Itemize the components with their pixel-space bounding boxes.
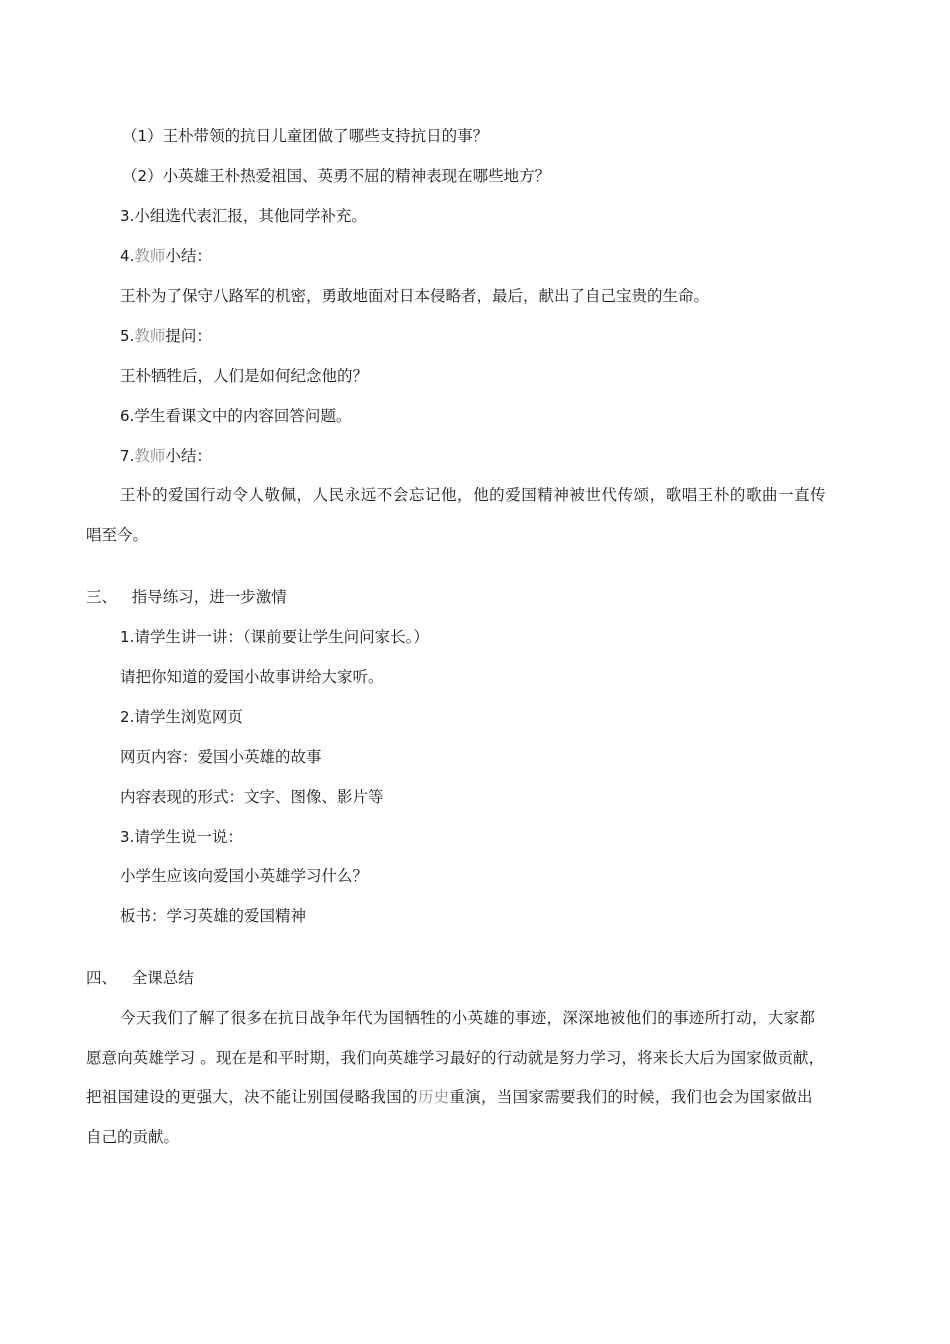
- step-4-text: 小结：: [165, 247, 212, 265]
- summary-line-2: 愿意向英雄学习 。现在是和平时期，我们向英雄学习最好的行动就是努力学习，将来长大后为国家做贡献，: [86, 1049, 825, 1067]
- step-4-teacher: 教师: [134, 247, 166, 265]
- step-4: [120, 246, 212, 266]
- step-4-body: 王朴为了保守八路军的机密，勇敢地面对日本侵略者，最后，献出了自己宝贵的生命。: [120, 287, 710, 305]
- question-2-text: ）小英雄王朴热爱祖国、英勇不屈的精神表现在哪些地方？: [147, 167, 551, 185]
- summary-line-3: [86, 1087, 813, 1107]
- step-3-number: 3.: [120, 207, 135, 225]
- step-5-body: 王朴牺牲后，人们是如何纪念他的？: [120, 367, 369, 385]
- practice-1: [120, 627, 429, 647]
- step-7-body-line-1: 王朴的爱国行动令人敬佩，人民永远不会忘记他，他的爱国精神被世代传颂，歌唱王朴的歌曲一直传: [120, 486, 827, 504]
- step-5-teacher: 教师: [134, 327, 166, 345]
- step-7-number: 7.: [120, 447, 135, 465]
- practice-2-number: 2.: [120, 708, 135, 726]
- question-1-number: 1: [137, 127, 148, 145]
- step-4-number: 4.: [120, 247, 135, 265]
- summary-line-3-a: 把祖国建设的更强大，决不能让别国侵略我国的: [86, 1088, 418, 1106]
- question-1-open: （: [122, 127, 138, 145]
- step-7-body-line-2: 唱至今。: [86, 526, 149, 544]
- summary-line-1: 今天我们了解了很多在抗日战争年代为国牺牲的小英雄的事迹，深深地被他们的事迹所打动，大家都: [120, 1009, 816, 1027]
- step-7: [120, 446, 212, 466]
- step-3-text: 小组选代表汇报，其他同学补充。: [134, 207, 367, 225]
- step-6: [120, 406, 351, 426]
- practice-2-text: 请学生浏览网页: [134, 708, 243, 726]
- practice-1-body: 请把你知道的爱国小故事讲给大家听。: [120, 668, 384, 686]
- section-3-heading: 三、 指导练习，进一步激情: [86, 588, 287, 606]
- practice-3-text: 请学生说一说：: [134, 828, 243, 846]
- practice-3-number: 3.: [120, 828, 135, 846]
- step-7-teacher: 教师: [134, 447, 166, 465]
- section-4-heading: 四、 全课总结: [86, 969, 194, 987]
- blackboard-note: 板书：学习英雄的爱国精神: [120, 907, 307, 925]
- question-2-open: （: [122, 167, 138, 185]
- step-6-text: 学生看课文中的内容回答问题。: [134, 407, 352, 425]
- practice-1-text: 请学生讲一讲：（课前要让学生问问家长。）: [134, 628, 429, 646]
- question-1-text: ）王朴带领的抗日儿童团做了哪些支持抗日的事？: [147, 127, 489, 145]
- summary-line-4: 自己的贡献。: [86, 1128, 180, 1146]
- question-2-number: 2: [137, 167, 148, 185]
- step-7-text: 小结：: [165, 447, 212, 465]
- practice-3-body: 小学生应该向爱国小英雄学习什么？: [120, 867, 369, 885]
- step-5-text: 提问：: [165, 327, 212, 345]
- step-6-number: 6.: [120, 407, 135, 425]
- summary-line-3-history: 历史: [417, 1088, 450, 1106]
- step-3: [120, 206, 367, 226]
- step-5-number: 5.: [120, 327, 135, 345]
- question-1: [122, 126, 488, 146]
- practice-1-number: 1.: [120, 628, 135, 646]
- step-5: [120, 326, 212, 346]
- practice-2: [120, 707, 243, 727]
- practice-2-body-2: 内容表现的形式：文字、图像、影片等: [120, 788, 384, 806]
- question-2: [122, 166, 550, 186]
- summary-line-3-b: 重演，当国家需要我们的时候，我们也会为国家做出: [449, 1088, 813, 1106]
- practice-3: [120, 827, 243, 847]
- practice-2-body-1: 网页内容：爱国小英雄的故事: [120, 748, 322, 766]
